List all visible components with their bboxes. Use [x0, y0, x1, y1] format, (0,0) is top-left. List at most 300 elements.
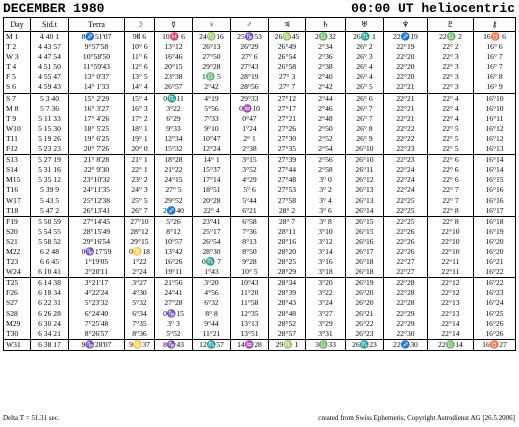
table-cell: 23° 2: [125, 175, 155, 185]
table-cell: 26° 8: [346, 124, 384, 134]
table-cell: 27°48: [269, 175, 306, 185]
table-cell: 16°16: [474, 185, 516, 195]
table-cell: 22°12: [428, 288, 474, 298]
day-cell: F26: [4, 288, 31, 298]
table-cell: 22°27: [384, 267, 428, 278]
day-cell: W24: [4, 267, 31, 278]
table-cell: 28°15'49: [69, 227, 125, 237]
table-cell: 2°44: [306, 93, 346, 104]
table-cell: 18°28: [155, 155, 193, 166]
table-cell: 16°22: [474, 278, 516, 289]
table-cell: 28°16: [269, 237, 306, 247]
table-cell: 10°58'50: [69, 52, 125, 62]
table-cell: 26°13: [346, 185, 384, 195]
table-cell: 22°29: [384, 319, 428, 329]
day-cell: T23: [4, 257, 31, 267]
table-cell: 28°11: [269, 227, 306, 237]
table-cell: 26°10: [346, 144, 384, 155]
day-cell: S 7: [4, 93, 31, 104]
table-cell: 0♋18: [125, 247, 155, 257]
table-cell: 16°16: [474, 196, 516, 206]
table-cell: 8°50: [231, 247, 269, 257]
table-cell: 3°16: [306, 257, 346, 267]
table-cell: 21°22: [155, 165, 193, 175]
table-cell: 6°32: [193, 298, 231, 308]
table-cell: 22°12: [428, 278, 474, 289]
table-cell: 27°53: [269, 185, 306, 195]
day-cell: S14: [4, 165, 31, 175]
table-cell: 22° 3: [428, 72, 474, 82]
table-cell: 1°19'05: [69, 257, 125, 267]
table-cell: 22° 3: [428, 52, 474, 62]
table-cell: 10°43: [231, 278, 269, 289]
table-cell: 22°14: [428, 329, 474, 340]
table-cell: 22°10: [428, 237, 474, 247]
table-cell: 5 31 16: [31, 165, 69, 175]
table-cell: 3°20: [193, 278, 231, 289]
table-cell: 26°18: [346, 267, 384, 278]
table-cell: 22° 4: [428, 104, 474, 114]
table-cell: 22°28: [384, 288, 428, 298]
table-cell: 12°24: [193, 144, 231, 155]
table-cell: 27°39: [269, 155, 306, 166]
table-cell: 16°24: [474, 298, 516, 308]
table-cell: 16°10: [474, 93, 516, 104]
table-cell: 8° 8: [193, 309, 231, 319]
table-cell: 16°12: [474, 124, 516, 134]
table-cell: 22° 5: [428, 124, 474, 134]
table-cell: 4°29: [231, 175, 269, 185]
table-cell: 4°30: [125, 288, 155, 298]
table-cell: 27°26: [269, 124, 306, 134]
table-row: [4, 288, 516, 298]
table-cell: 0♒10: [231, 104, 269, 114]
table-cell: 26°20: [346, 298, 384, 308]
column-header: ⚷: [474, 18, 516, 32]
table-cell: 5 23 23: [31, 144, 69, 155]
table-cell: 26°49: [269, 42, 306, 52]
table-cell: 26°15: [346, 227, 384, 237]
table-cell: 2°38: [306, 62, 346, 72]
table-cell: 6 18 34: [31, 288, 69, 298]
table-cell: 16°11: [474, 114, 516, 124]
table-cell: 3°27: [306, 309, 346, 319]
table-cell: 22°22: [384, 124, 428, 134]
table-cell: 21° 8'28: [69, 155, 125, 166]
table-cell: 10° 5: [231, 267, 269, 278]
table-cell: 16° 3'27: [69, 104, 125, 114]
table-cell: 22°22: [384, 134, 428, 144]
table-cell: 3°31: [306, 329, 346, 340]
day-cell: S28: [4, 309, 31, 319]
table-cell: 16°23: [474, 288, 516, 298]
credit-note: created from Swiss Ephemeris, Copyright Astrodienst AG [26.5.2006]: [318, 414, 515, 422]
column-header: ♀: [193, 18, 231, 32]
table-cell: 22°24: [384, 175, 428, 185]
table-row: [4, 93, 516, 104]
table-cell: 0♑17'59: [69, 247, 125, 257]
table-cell: 28°43: [269, 298, 306, 308]
table-cell: 0♏ 7: [193, 257, 231, 267]
table-cell: 27°21: [269, 114, 306, 124]
table-cell: 22°10: [428, 227, 474, 237]
table-cell: 3° 2: [306, 185, 346, 195]
delta-t-note: Delta T = 51.31 sec.: [3, 414, 60, 422]
table-cell: 4 59 43: [31, 82, 69, 93]
table-row: [4, 309, 516, 319]
table-cell: 2♎32: [306, 32, 346, 43]
table-cell: 9°10: [193, 124, 231, 134]
table-cell: 26° 9: [346, 134, 384, 144]
table-cell: 22°19: [384, 42, 428, 52]
table-cell: 20° 7'26: [69, 144, 125, 155]
table-header-row: [4, 18, 516, 32]
table-cell: 2°38: [231, 144, 269, 155]
table-cell: 22°25: [384, 216, 428, 227]
table-cell: 10°47: [193, 134, 231, 144]
table-cell: 28°19: [231, 72, 269, 82]
table-cell: 4 43 57: [31, 42, 69, 52]
table-cell: 28° 2: [269, 206, 306, 217]
table-cell: 17° 2: [125, 114, 155, 124]
table-cell: 23°41: [193, 216, 231, 227]
table-row: [4, 257, 516, 267]
table-cell: 0♑15: [155, 309, 193, 319]
table-cell: 22°29: [384, 309, 428, 319]
table-row: [4, 298, 516, 308]
table-cell: 2°58: [306, 165, 346, 175]
table-cell: 19°11: [155, 267, 193, 278]
table-cell: 22°21: [384, 93, 428, 104]
column-header: ♄: [306, 18, 346, 32]
table-row: [4, 196, 516, 206]
table-cell: 28°29: [269, 267, 306, 278]
table-cell: 29°15: [125, 237, 155, 247]
table-cell: 5 58 52: [31, 237, 69, 247]
table-cell: 2°36: [306, 52, 346, 62]
table-cell: 26°13'41: [69, 206, 125, 217]
table-cell: 16°15: [474, 175, 516, 185]
table-cell: 2°46: [306, 104, 346, 114]
table-cell: 27°50: [193, 52, 231, 62]
table-cell: 16°18: [474, 216, 516, 227]
table-cell: 5°26: [155, 216, 193, 227]
table-cell: 27° 5: [155, 185, 193, 195]
table-row: [4, 124, 516, 134]
table-cell: 27°10: [125, 216, 155, 227]
table-cell: 24♍16: [193, 32, 231, 43]
table-cell: 22°21: [384, 104, 428, 114]
table-cell: 22°26: [384, 247, 428, 257]
table-row: [4, 42, 516, 52]
table-cell: 28° 7: [269, 216, 306, 227]
table-cell: 24°11'35: [69, 185, 125, 195]
table-cell: 16° 9: [474, 82, 516, 93]
table-cell: 1°22: [125, 257, 155, 267]
table-cell: 6 26 28: [31, 309, 69, 319]
table-cell: 10° 6: [125, 42, 155, 52]
table-cell: 5 50 59: [31, 216, 69, 227]
table-cell: 4°56: [193, 288, 231, 298]
table-cell: 25°12'38: [69, 196, 125, 206]
table-cell: 20°28: [193, 196, 231, 206]
table-cell: 2°52: [306, 134, 346, 144]
table-row: [4, 175, 516, 185]
page-title: DECEMBER 1980: [3, 1, 105, 16]
table-cell: 16°25: [474, 309, 516, 319]
table-cell: 3° 4: [306, 196, 346, 206]
table-cell: 14° 1'33: [69, 82, 125, 93]
table-cell: 4 47 54: [31, 52, 69, 62]
table-cell: 22°27: [384, 257, 428, 267]
table-cell: 5 43 5: [31, 196, 69, 206]
table-cell: 22° 6: [428, 155, 474, 166]
table-cell: 2° 1: [231, 134, 269, 144]
table-cell: 0°47: [231, 114, 269, 124]
table-cell: 5 35 12: [31, 175, 69, 185]
table-cell: 26°54: [193, 237, 231, 247]
table-cell: 4 55 47: [31, 72, 69, 82]
table-cell: 26° 4: [346, 62, 384, 72]
table-cell: 16° 8: [474, 72, 516, 82]
table-cell: 23°10'32: [69, 175, 125, 185]
table-cell: 6 2 48: [31, 247, 69, 257]
day-cell: W31: [4, 339, 31, 350]
table-cell: 15°32: [155, 144, 193, 155]
table-row: [4, 82, 516, 93]
table-cell: 22°11: [428, 257, 474, 267]
column-header: ♃: [269, 18, 306, 32]
table-cell: 22° 9'30: [69, 165, 125, 175]
table-cell: 22°24: [384, 185, 428, 195]
table-cell: 16°14: [474, 155, 516, 166]
table-cell: 16°13: [474, 144, 516, 155]
day-cell: F19: [4, 216, 31, 227]
table-cell: 26°58: [269, 62, 306, 72]
table-cell: 22°25: [384, 196, 428, 206]
table-cell: 8°26'57: [69, 329, 125, 340]
table-row: [4, 165, 516, 175]
day-cell: W10: [4, 124, 31, 134]
table-cell: 6 38 17: [31, 339, 69, 350]
table-cell: 28°12: [125, 227, 155, 237]
table-cell: 2♐40: [155, 206, 193, 217]
table-cell: 3°10: [306, 227, 346, 237]
table-cell: 3°29: [306, 319, 346, 329]
table-cell: 26♏ 1: [346, 32, 384, 43]
table-cell: 26°23: [346, 329, 384, 340]
table-cell: 6°34: [125, 309, 155, 319]
table-row: [4, 227, 516, 237]
column-header: ♇: [428, 18, 474, 32]
table-cell: 15° 2'29: [69, 93, 125, 104]
table-cell: 5 3 40: [31, 93, 69, 104]
table-cell: 22°10: [428, 247, 474, 257]
table-cell: 22°13: [428, 298, 474, 308]
table-cell: 14° 1: [193, 155, 231, 166]
table-cell: 9Ⅱ 6: [125, 32, 155, 43]
table-cell: 16° 6: [474, 42, 516, 52]
table-cell: 27°44: [269, 165, 306, 175]
table-cell: 22° 3: [428, 62, 474, 72]
column-header: Sid.t: [31, 18, 69, 32]
day-cell: M 8: [4, 104, 31, 114]
table-cell: 26°57: [155, 82, 193, 93]
table-cell: 21°56: [155, 278, 193, 289]
table-cell: 22° 6: [428, 175, 474, 185]
day-cell: W17: [4, 196, 31, 206]
table-cell: 16°26: [474, 319, 516, 329]
table-cell: 3♎33: [306, 339, 346, 350]
table-cell: 22♎ 2: [428, 32, 474, 43]
table-cell: 19° 6'25: [69, 134, 125, 144]
table-cell: 22°26: [384, 237, 428, 247]
table-cell: 5°23'32: [69, 298, 125, 308]
table-cell: 22°20: [384, 72, 428, 82]
table-cell: 14° 4: [125, 82, 155, 93]
table-cell: 12° 6: [125, 62, 155, 72]
table-row: [4, 247, 516, 257]
table-cell: 5 15 30: [31, 124, 69, 134]
table-cell: 2°40: [306, 72, 346, 82]
table-cell: 2°54: [306, 144, 346, 155]
table-cell: 26° 7: [125, 206, 155, 217]
table-row: [4, 237, 516, 247]
table-cell: 5°52: [155, 329, 193, 340]
table-cell: 7°25'48: [69, 319, 125, 329]
day-cell: F12: [4, 144, 31, 155]
column-header: ♆: [384, 18, 428, 32]
table-cell: 16° 3: [125, 104, 155, 114]
table-cell: 22°14: [428, 319, 474, 329]
day-cell: S27: [4, 298, 31, 308]
table-cell: 3°14: [306, 247, 346, 257]
table-cell: 24°41: [155, 288, 193, 298]
day-cell: S20: [4, 227, 31, 237]
table-cell: 29°28: [193, 62, 231, 72]
table-cell: 26° 3: [346, 52, 384, 62]
table-cell: 27°17: [269, 104, 306, 114]
table-cell: 16°17: [474, 206, 516, 217]
table-cell: 3°24: [306, 298, 346, 308]
table-cell: 8°36: [125, 329, 155, 340]
table-cell: 2°50: [306, 124, 346, 134]
day-cell: T18: [4, 206, 31, 217]
table-cell: 26°18: [346, 257, 384, 267]
table-cell: 9°57'58: [69, 42, 125, 52]
table-cell: 22° 2: [428, 42, 474, 52]
day-cell: M29: [4, 319, 31, 329]
table-cell: 5 11 33: [31, 114, 69, 124]
table-cell: 5°32: [125, 298, 155, 308]
table-cell: 28°39: [269, 288, 306, 298]
table-cell: 29°52: [155, 196, 193, 206]
table-cell: 26° 2: [346, 42, 384, 52]
table-cell: 6 6 45: [31, 257, 69, 267]
table-row: [4, 278, 516, 289]
table-cell: 22° 3: [428, 82, 474, 93]
table-cell: 24°15: [155, 175, 193, 185]
column-header: Terra: [69, 18, 125, 32]
table-cell: 26°20: [346, 288, 384, 298]
table-cell: 6 14 38: [31, 278, 69, 289]
header: [3, 1, 515, 17]
page-subtitle: 00:00 UT heliocentric: [351, 1, 515, 16]
table-cell: 6 22 31: [31, 298, 69, 308]
table-cell: 16°21: [474, 257, 516, 267]
table-cell: 13° 5: [125, 72, 155, 82]
table-cell: 27°35: [269, 144, 306, 155]
table-row: [4, 216, 516, 227]
table-cell: 19° 1: [125, 134, 155, 144]
table-cell: 27°12: [269, 93, 306, 104]
table-cell: 5 27 19: [31, 155, 69, 166]
table-cell: 12°35: [231, 309, 269, 319]
day-cell: M22: [4, 247, 31, 257]
table-cell: 5° 6: [231, 185, 269, 195]
table-cell: 9♑28'07: [69, 339, 125, 350]
table-cell: 22°25: [384, 206, 428, 217]
table-cell: 18°51: [193, 185, 231, 195]
table-cell: 26°14: [346, 206, 384, 217]
table-cell: 4 51 50: [31, 62, 69, 72]
table-cell: 27°30: [269, 134, 306, 144]
table-cell: 16°10: [474, 104, 516, 114]
table-cell: 22°21: [384, 114, 428, 124]
day-cell: T30: [4, 329, 31, 340]
table-row: [4, 185, 516, 195]
table-cell: 8°13: [231, 237, 269, 247]
table-cell: 28°30: [193, 247, 231, 257]
table-cell: 6°29: [155, 114, 193, 124]
table-cell: 25°17: [193, 227, 231, 237]
table-cell: 1♎ 5: [193, 72, 231, 82]
table-cell: 22° 5: [428, 134, 474, 144]
day-cell: S 6: [4, 82, 31, 93]
table-cell: 28°25: [269, 257, 306, 267]
table-cell: 27°28: [155, 298, 193, 308]
table-cell: 4°19: [193, 93, 231, 104]
table-row: [4, 339, 516, 350]
table-cell: 16♉27: [474, 339, 516, 350]
table-cell: 22°20: [384, 52, 428, 62]
day-cell: T 9: [4, 114, 31, 124]
table-cell: 26° 6: [346, 93, 384, 104]
table-cell: 16°20: [474, 247, 516, 257]
table-cell: 13°42: [155, 247, 193, 257]
table-cell: 28°20: [269, 247, 306, 257]
table-cell: 2°24: [125, 267, 155, 278]
table-cell: 0♏11: [155, 93, 193, 104]
table-cell: 3° 0: [306, 175, 346, 185]
table-cell: 7°35: [125, 319, 155, 329]
table-cell: 3° 8: [306, 216, 346, 227]
table-cell: 11°20: [231, 288, 269, 298]
table-cell: 5 47 2: [31, 206, 69, 217]
table-cell: 1°24: [231, 124, 269, 134]
table-cell: 22° 8: [428, 206, 474, 217]
table-cell: 3°52: [231, 165, 269, 175]
table-cell: 3°18: [306, 267, 346, 278]
table-cell: 25♑53: [231, 32, 269, 43]
table-cell: 24° 3: [125, 185, 155, 195]
column-header: ☿: [155, 18, 193, 32]
table-cell: 9♋37: [125, 339, 155, 350]
footer: [3, 414, 515, 425]
table-cell: 16°12: [474, 134, 516, 144]
table-cell: 16° 7: [474, 62, 516, 72]
table-cell: 23°38: [155, 72, 193, 82]
